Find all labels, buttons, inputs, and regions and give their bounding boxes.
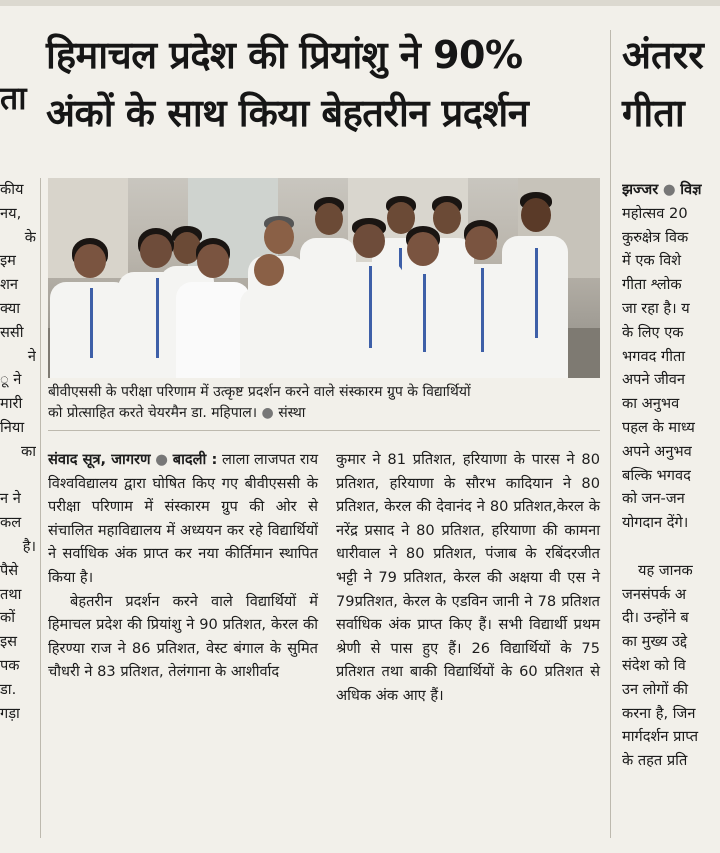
caption-line-2-text: को प्रोत्साहित करते चेयरमैन डा. महिपाल।: [48, 405, 258, 421]
column-rule-left: [40, 178, 41, 838]
left-article-line: इस: [0, 633, 18, 651]
left-article-line: [0, 464, 36, 488]
right-article-line-0: विज्ञ: [680, 181, 702, 198]
headline: [46, 26, 606, 142]
right-article-fragment: [622, 178, 720, 773]
group-photo: [48, 178, 600, 378]
right-article-line: करना है, जिन: [622, 704, 696, 722]
article-column-2: [336, 448, 600, 708]
left-article-line: गड़ा: [0, 704, 20, 722]
left-article-fragment: [0, 178, 36, 725]
left-article-line: पैसे: [0, 561, 19, 579]
caption-separator-dot: ●: [261, 405, 274, 421]
left-article-line: कीय: [0, 181, 24, 198]
right-article-line: में एक विशे: [622, 252, 682, 270]
photo-caption: [48, 382, 600, 424]
left-article-line: कल: [0, 514, 22, 532]
left-article-line: डा.: [0, 680, 17, 698]
left-article-line: ने: [27, 347, 36, 365]
right-headline-fragment: [622, 26, 720, 142]
right-article-line: [622, 178, 720, 202]
caption-rule: [48, 430, 600, 431]
right-headline-line-2: गीता: [622, 91, 685, 135]
right-article-line: [622, 535, 720, 559]
right-article-line: बल्कि भगवद: [622, 466, 691, 484]
right-article-line: योगदान देंगे।: [622, 514, 689, 532]
right-article-dateline: झज्जर: [622, 181, 659, 198]
top-border: [0, 0, 720, 6]
article-paragraph-1-text: लाला लाजपत राय विश्वविद्यालय द्वारा घोषित किए गए बीवीएससी के परीक्षा परिणाम में संस्कारम ग्रुप की ओर से संचालित महाविद्यालय में अध्ययन कर रहे विद्यार्थियों ने सर्वाधिक अंक प्राप्त कर नया कीर्तिमान स्थापित किया है।: [48, 451, 319, 586]
right-headline-line-1: अंतरर: [622, 33, 704, 77]
article-dateline: संवाद सूत्र, जागरण: [48, 451, 151, 468]
headline-line-2: अंकों के साथ किया बेहतरीन प्रदर्शन: [46, 91, 529, 135]
left-article-line: मारी: [0, 395, 23, 413]
left-article-line: का: [21, 442, 36, 460]
left-article-line: इम: [0, 252, 16, 270]
right-article-line: के तहत प्रति: [622, 752, 688, 770]
left-article-line: ू ने: [0, 371, 22, 389]
right-article-line: पहल के माध्य: [622, 418, 695, 436]
left-article-line: पक: [0, 656, 20, 674]
right-article-line: यह जानक: [638, 561, 693, 579]
article-paragraph-3: कुमार ने 81 प्रतिशत, हरियाणा के पारस ने 80 प्रतिशत, हरियाणा के सौरभ कादियान ने 80 प्रतिशत, केरल की देवानंद ने 80 प्रतिशत,केरल के नरेंद्र प्रसाद ने 80 प्रतिशत, हरियाणा की कामना धारीवाल ने 80 प्रतिशत, पंजाब के रबिंदरजीत भट्टी ने 79 प्रतिशत, केरल की अक्षया वी एस ने 79प्रतिशत, केरल के एडविन जानी ने 78 प्रतिशत सर्वाधिक अंक प्राप्त किए हैं। सभी विद्यार्थी प्रथम श्रेणी से पास हुए हैं। 26 विद्यार्थियों के 75 प्रतिशत तथा बाकी विद्यार्थियों के 60 प्रतिशत से अधिक अंक आए हैं।: [336, 451, 600, 704]
left-article-line: नय,: [0, 204, 22, 222]
right-article-line: का अनुभव: [622, 395, 680, 413]
left-headline-fragment: ता: [0, 79, 27, 117]
caption-line-2: [48, 403, 600, 424]
right-article-line: भगवद गीता: [622, 347, 686, 365]
right-article-line: का मुख्य उद्दे: [622, 633, 688, 651]
right-article-line: गीता श्लोक: [622, 276, 682, 294]
article-paragraph-2: बेहतरीन प्रदर्शन करने वाले विद्यार्थियों में हिमाचल प्रदेश की प्रियांशु ने 90 प्रतिशत, केरल की हिरण्या राज ने 86 प्रतिशत, वेस्ट बंगाल के सुमित चौधरी ने 83 प्रतिशत, तेलंगाना के आशीर्वाद: [48, 592, 318, 681]
article-place: बादली :: [172, 451, 218, 468]
right-article-line: जनसंपर्क अ: [622, 585, 687, 603]
right-article-line: संदेश को वि: [622, 656, 686, 674]
caption-credit: संस्था: [278, 405, 306, 421]
right-dateline-dot: ●: [662, 181, 676, 198]
right-article-line: उन लोगों की: [622, 680, 689, 698]
right-article-line: अपने अनुभव: [622, 442, 692, 460]
left-article-line: कों: [0, 609, 15, 627]
column-rule-right: [610, 30, 611, 838]
right-article-line: जा रहा है। य: [622, 299, 690, 317]
article-paragraph-1: [48, 448, 318, 590]
left-article-line: क्या: [0, 299, 21, 317]
right-article-line: दी। उन्होंने ब: [622, 609, 689, 627]
right-article-line: के लिए एक: [622, 323, 684, 341]
article-column-1: [48, 448, 318, 684]
right-article-line: कुरुक्षेत्र विक: [622, 228, 689, 246]
dateline-separator-dot: ●: [155, 451, 169, 468]
caption-line-1: बीवीएससी के परीक्षा परिणाम में उत्कृष्ट प्रदर्शन करने वाले संस्कारम ग्रुप के विद्यार्थियों: [48, 384, 471, 400]
right-article-line: मार्गदर्शन प्राप्त: [622, 728, 699, 746]
headline-line-1: हिमाचल प्रदेश की प्रियांशु ने 90%: [46, 33, 523, 77]
left-article-line: के: [24, 228, 36, 246]
left-article-line: तथा: [0, 585, 22, 603]
left-article-line: न ने: [0, 490, 21, 508]
right-article-line: महोत्सव 20: [622, 204, 688, 222]
left-article-line: निया: [0, 418, 25, 436]
left-article-line: शन: [0, 276, 19, 294]
right-article-line: अपने जीवन: [622, 371, 685, 389]
right-article-line: को जन-जन: [622, 490, 685, 508]
left-article-line: ससी: [0, 323, 24, 341]
left-article-line: है।: [22, 537, 36, 555]
